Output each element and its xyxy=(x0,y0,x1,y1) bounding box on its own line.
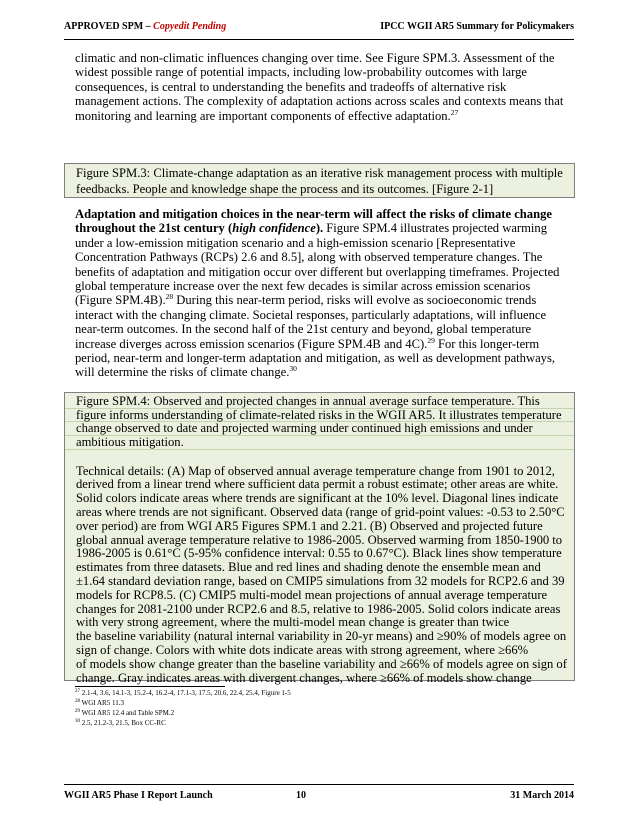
text-line: Adaptation and mitigation choices in the near-term will affect the risks of climate change xyxy=(75,207,552,221)
page-number: 10 xyxy=(296,790,306,801)
footnote-ref: 27 xyxy=(450,107,459,117)
technical-details-line: Solid colors indicate areas where trends are significant at the 10% level. Diagonal lines indicate xyxy=(76,491,559,506)
text-line: period, near-term and longer-term adaptation and mitigation, as well as development pathways, xyxy=(75,350,556,365)
footer-date: 31 March 2014 xyxy=(510,790,574,801)
text-line: under a low-emission mitigation scenario and a high-emission scenario [Representative xyxy=(75,235,516,250)
footer-rule xyxy=(64,784,574,785)
technical-details-line: areas where trends are not significant. Observed data (range of grid-point values: -0.53 to 2.50°C xyxy=(76,505,565,520)
caption-line: Figure SPM.3: Climate-change adaptation as an iterative risk management process with multiple xyxy=(76,166,563,180)
technical-details-line: 1986-2005 is 0.61°C (5-95% confidence interval: 0.55 to 0.67°C). Black lines show temperature xyxy=(76,546,562,561)
text-line: monitoring and learning are important components of effective adaptation.$^{27}$ xyxy=(75,107,459,123)
text-line: benefits of adaptation and mitigation occur over different but overlapping timeframes. Projected xyxy=(75,264,560,279)
header-status: Copyedit Pending xyxy=(153,21,227,32)
caption-line: change observed to date and projected warming under continued high emissions and under xyxy=(76,421,533,436)
technical-details-line: global annual average temperature relative to 1986-2005. Observed warming from 1850-1900 to xyxy=(76,532,563,547)
footer-event: WGII AR5 Phase I Report Launch xyxy=(64,790,213,801)
footnote-ref: 28 xyxy=(165,292,174,302)
footnote: $^{27}$ 2.1-4, 3.6, 14.1-3, 15.2-4, 16.2-4, 17.1-3, 17.5, 20.6, 22.4, 25.4, Figure 1-5 xyxy=(75,689,291,697)
text-line: global temperature increase over the next few decades is similar across emission scenarios xyxy=(75,278,531,293)
text-line: widest possible range of potential impacts, including low-probability outcomes with large xyxy=(75,65,528,80)
technical-details-line: ±1.64 standard deviation range, based on CMIP5 simulations from 32 models for RCP2.6 and 39 xyxy=(76,574,565,589)
text-line: near-term outcomes. In the second half of the 21st century and beyond, global temperature xyxy=(75,322,532,337)
technical-details-line: of models show change greater than the baseline variability and ≥66% of models agree on sign of xyxy=(76,656,567,671)
text-line: throughout the 21st century (high confidence). Figure SPM.4 illustrates projected warming xyxy=(75,221,548,236)
text-line: Concentration Pathways (RCPs) 2.6 and 8.5], along with observed temperature changes. The xyxy=(75,250,543,265)
technical-details-line: the baseline variability (natural internal variability in 20-yr means) and ≥90% of models agree on xyxy=(76,629,567,644)
technical-details-line: estimates from three datasets. Blue and red lines and shading denote the ensemble mean and xyxy=(76,560,541,575)
footnote-ref: 29 xyxy=(427,335,435,345)
footnote-rule xyxy=(75,686,225,687)
caption-line: feedbacks. People and knowledge shape the process and its outcomes. [Figure 2-1] xyxy=(76,182,494,196)
technical-details-line: with very strong agreement, where the multi-model mean change is greater than twice xyxy=(76,615,510,630)
technical-details-line: sign of change. Colors with white dots indicate areas with strong agreement, where ≥66% xyxy=(76,643,529,658)
technical-details-line: over period) are from WGI AR5 Figures SPM.1 and 2.21. (B) Observed and projected future xyxy=(76,518,543,533)
text-line: consequences, is central to understanding the benefits and tradeoffs of alternative risk xyxy=(75,79,507,94)
figure-spm4-caption-box xyxy=(64,392,575,685)
footnote: $^{28}$ WGI AR5 11.3 xyxy=(75,699,124,707)
text-line: management actions. The complexity of adaptation actions across scales and contexts means that xyxy=(75,94,564,109)
footnote-ref: 30 xyxy=(289,364,297,374)
caption-line: Figure SPM.4: Observed and projected changes in annual average surface temperature. This xyxy=(76,393,540,408)
page-header xyxy=(64,21,574,37)
caption-line: ambitious mitigation. xyxy=(76,435,184,450)
text-line: interact with the changing climate. Societal responses, particularly adaptations, will influence xyxy=(75,307,547,322)
header-rule xyxy=(64,39,574,40)
page-footer xyxy=(64,790,574,806)
technical-details-line: changes for 2081-2100 under RCP2.6 and 8.5, relative to 1986-2005. Solid colors indicate areas xyxy=(76,601,561,616)
technical-details-line: Technical details: (A) Map of observed annual average temperature change from 1901 to 2012, xyxy=(76,463,555,478)
text-line: will determine the risks of climate change.$^{30}$ xyxy=(75,364,297,380)
technical-details-line: change. Gray indicates areas with divergent changes, where ≥66% of models show change xyxy=(76,670,532,685)
technical-details-line: derived from a linear trend where sufficient data permit a robust estimate; other areas are white. xyxy=(76,477,559,492)
paragraph-near-term-choices xyxy=(75,207,570,380)
figure-spm3-caption-box xyxy=(64,163,575,198)
paragraph-adaptation-assessment xyxy=(75,51,570,123)
text-line: climatic and non-climatic influences changing over time. See Figure SPM.3. Assessment of the xyxy=(75,51,555,65)
header-right: IPCC WGII AR5 Summary for Policymakers xyxy=(380,21,574,32)
footnote: $^{30}$ 2.5, 21.2-3, 21.5, Box CC-RC xyxy=(75,719,166,727)
footnotes xyxy=(75,688,291,728)
technical-details-line: models for RCP8.5. (C) CMIP5 multi-model mean projections of annual average temperature xyxy=(76,587,548,602)
footnote: $^{29}$ WGI AR5 12.4 and Table SPM.2 xyxy=(75,709,175,717)
caption-line: figure informs understanding of climate-related risks in the WGII AR5. It illustrates temperature xyxy=(76,407,562,422)
header-left xyxy=(64,21,226,32)
text-line: increase diverges across emission scenarios (Figure SPM.4B and 4C).$^{29}$ For this longer-term xyxy=(75,335,540,351)
text-line: (Figure SPM.4B).$^{28}$ During this near-term period, risks will evolve as socioeconomic trends xyxy=(75,292,537,308)
header-approval: APPROVED SPM – xyxy=(64,21,154,32)
